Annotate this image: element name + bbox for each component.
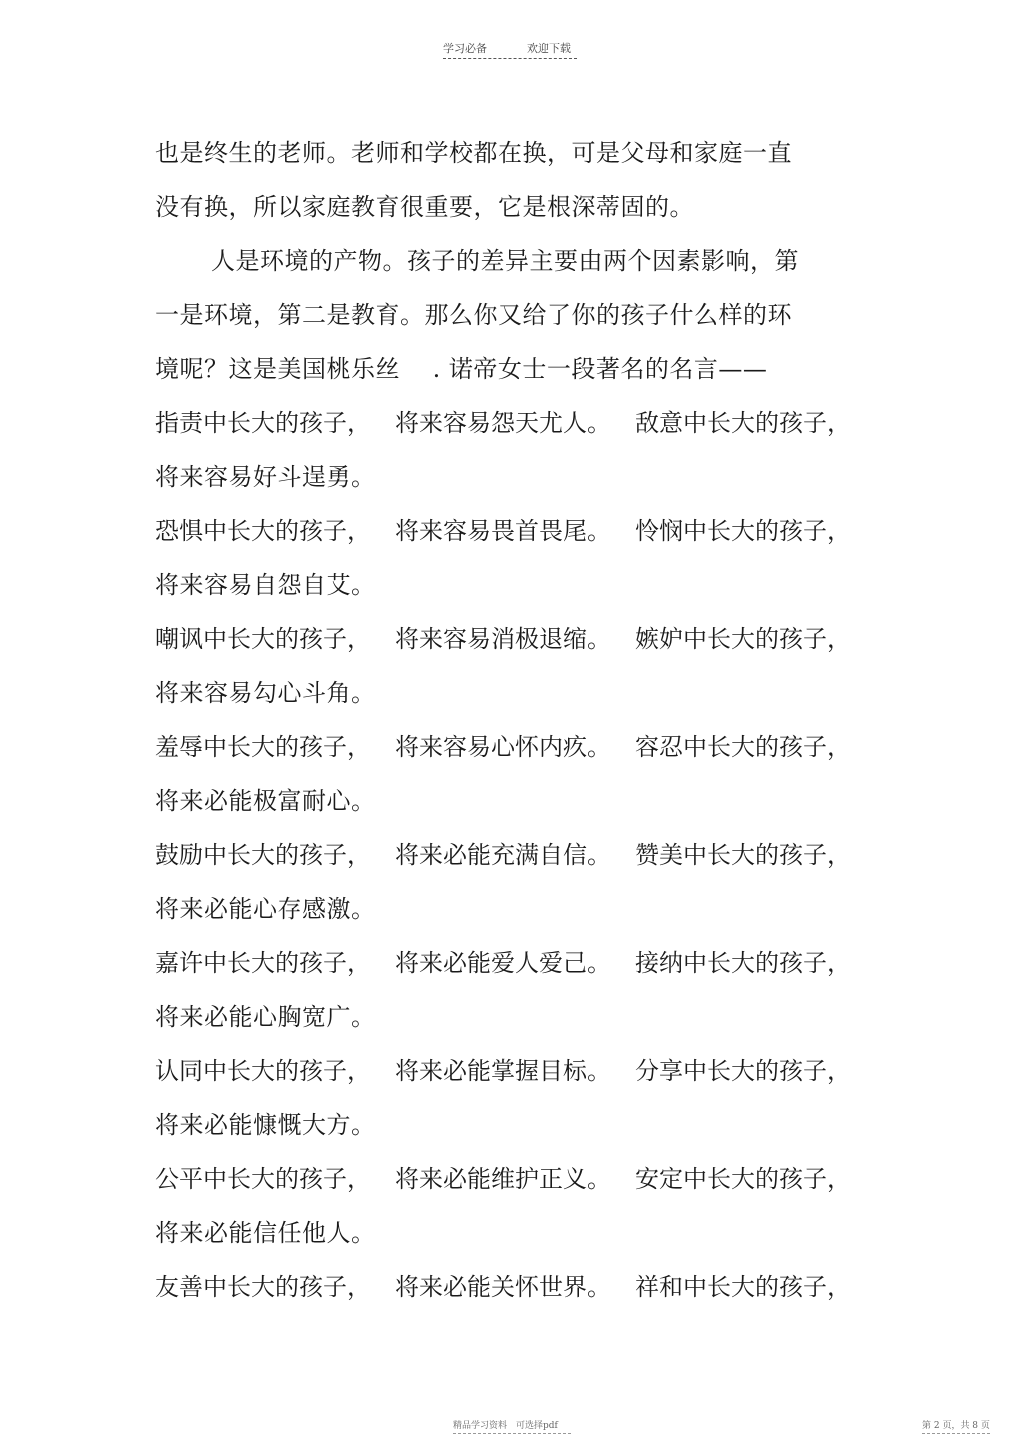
footer-divider <box>453 1433 571 1434</box>
quote-condition: 认同中长大的孩子， <box>155 1057 371 1085</box>
quote-result: 将来必能爱人爱己。 <box>395 949 611 977</box>
quote-condition: 敌意中长大的孩子， <box>635 409 851 437</box>
paragraph-line: 一是环境，第二是教育。那么你又给了你的孩子什么样的环 <box>155 301 792 329</box>
quote-condition: 恐惧中长大的孩子， <box>155 517 371 545</box>
quote-condition: 羞辱中长大的孩子， <box>155 733 371 761</box>
page-number: 第 2 页，共 8 页 <box>922 1421 990 1431</box>
quote-result: 将来必能维护正义。 <box>395 1165 611 1193</box>
quote-condition: 嘉许中长大的孩子， <box>155 949 371 977</box>
quote-result: 将来容易勾心斗角。 <box>155 679 376 707</box>
footer-divider <box>922 1433 990 1434</box>
quote-result: 将来必能掌握目标。 <box>395 1057 611 1085</box>
quote-result: 将来必能心存感激。 <box>155 895 376 923</box>
quote-condition: 怜悯中长大的孩子， <box>635 517 851 545</box>
quote-result: 将来容易怨天尤人。 <box>395 409 611 437</box>
quote-result: 将来容易好斗逞勇。 <box>155 463 376 491</box>
paragraph-line: 没有换，所以家庭教育很重要，它是根深蒂固的。 <box>155 193 694 221</box>
quote-result: 将来必能关怀世界。 <box>395 1273 611 1301</box>
quote-condition: 安定中长大的孩子， <box>635 1165 851 1193</box>
quote-result: 将来必能充满自信。 <box>395 841 611 869</box>
quote-result: 将来必能信任他人。 <box>155 1219 376 1247</box>
quote-result: 将来必能极富耐心。 <box>155 787 376 815</box>
quote-condition: 赞美中长大的孩子， <box>635 841 851 869</box>
quote-condition: 嫉妒中长大的孩子， <box>635 625 851 653</box>
quote-condition: 友善中长大的孩子， <box>155 1273 371 1301</box>
header-right-text: 欢迎下载 <box>527 42 571 55</box>
quote-result: 将来容易心怀内疚。 <box>395 733 611 761</box>
quote-condition: 分享中长大的孩子， <box>635 1057 851 1085</box>
quote-condition: 鼓励中长大的孩子， <box>155 841 371 869</box>
quote-condition: 公平中长大的孩子， <box>155 1165 371 1193</box>
paragraph-line: 人是环境的产物。孩子的差异主要由两个因素影响，第 <box>211 247 799 275</box>
quote-result: 将来容易畏首畏尾。 <box>395 517 611 545</box>
quote-result: 将来必能心胸宽广。 <box>155 1003 376 1031</box>
quote-result: 将来容易自怨自艾。 <box>155 571 376 599</box>
quote-condition: 容忍中长大的孩子， <box>635 733 851 761</box>
paragraph-line: 境呢？这是美国桃乐丝 . 诺帝女士一段著名的名言—— <box>155 355 768 383</box>
quote-condition: 嘲讽中长大的孩子， <box>155 625 371 653</box>
quote-condition: 指责中长大的孩子， <box>155 409 371 437</box>
quote-result: 将来容易消极退缩。 <box>395 625 611 653</box>
paragraph-line: 也是终生的老师。老师和学校都在换，可是父母和家庭一直 <box>155 139 792 167</box>
quote-condition: 接纳中长大的孩子， <box>635 949 851 977</box>
quote-result: 将来必能慷慨大方。 <box>155 1111 376 1139</box>
footer-left-text: 精品学习资料 可选择pdf <box>453 1421 558 1431</box>
header-left-text: 学习必备 <box>443 42 487 55</box>
quote-condition: 祥和中长大的孩子， <box>635 1273 851 1301</box>
page-header <box>443 40 571 56</box>
header-divider <box>443 58 577 59</box>
